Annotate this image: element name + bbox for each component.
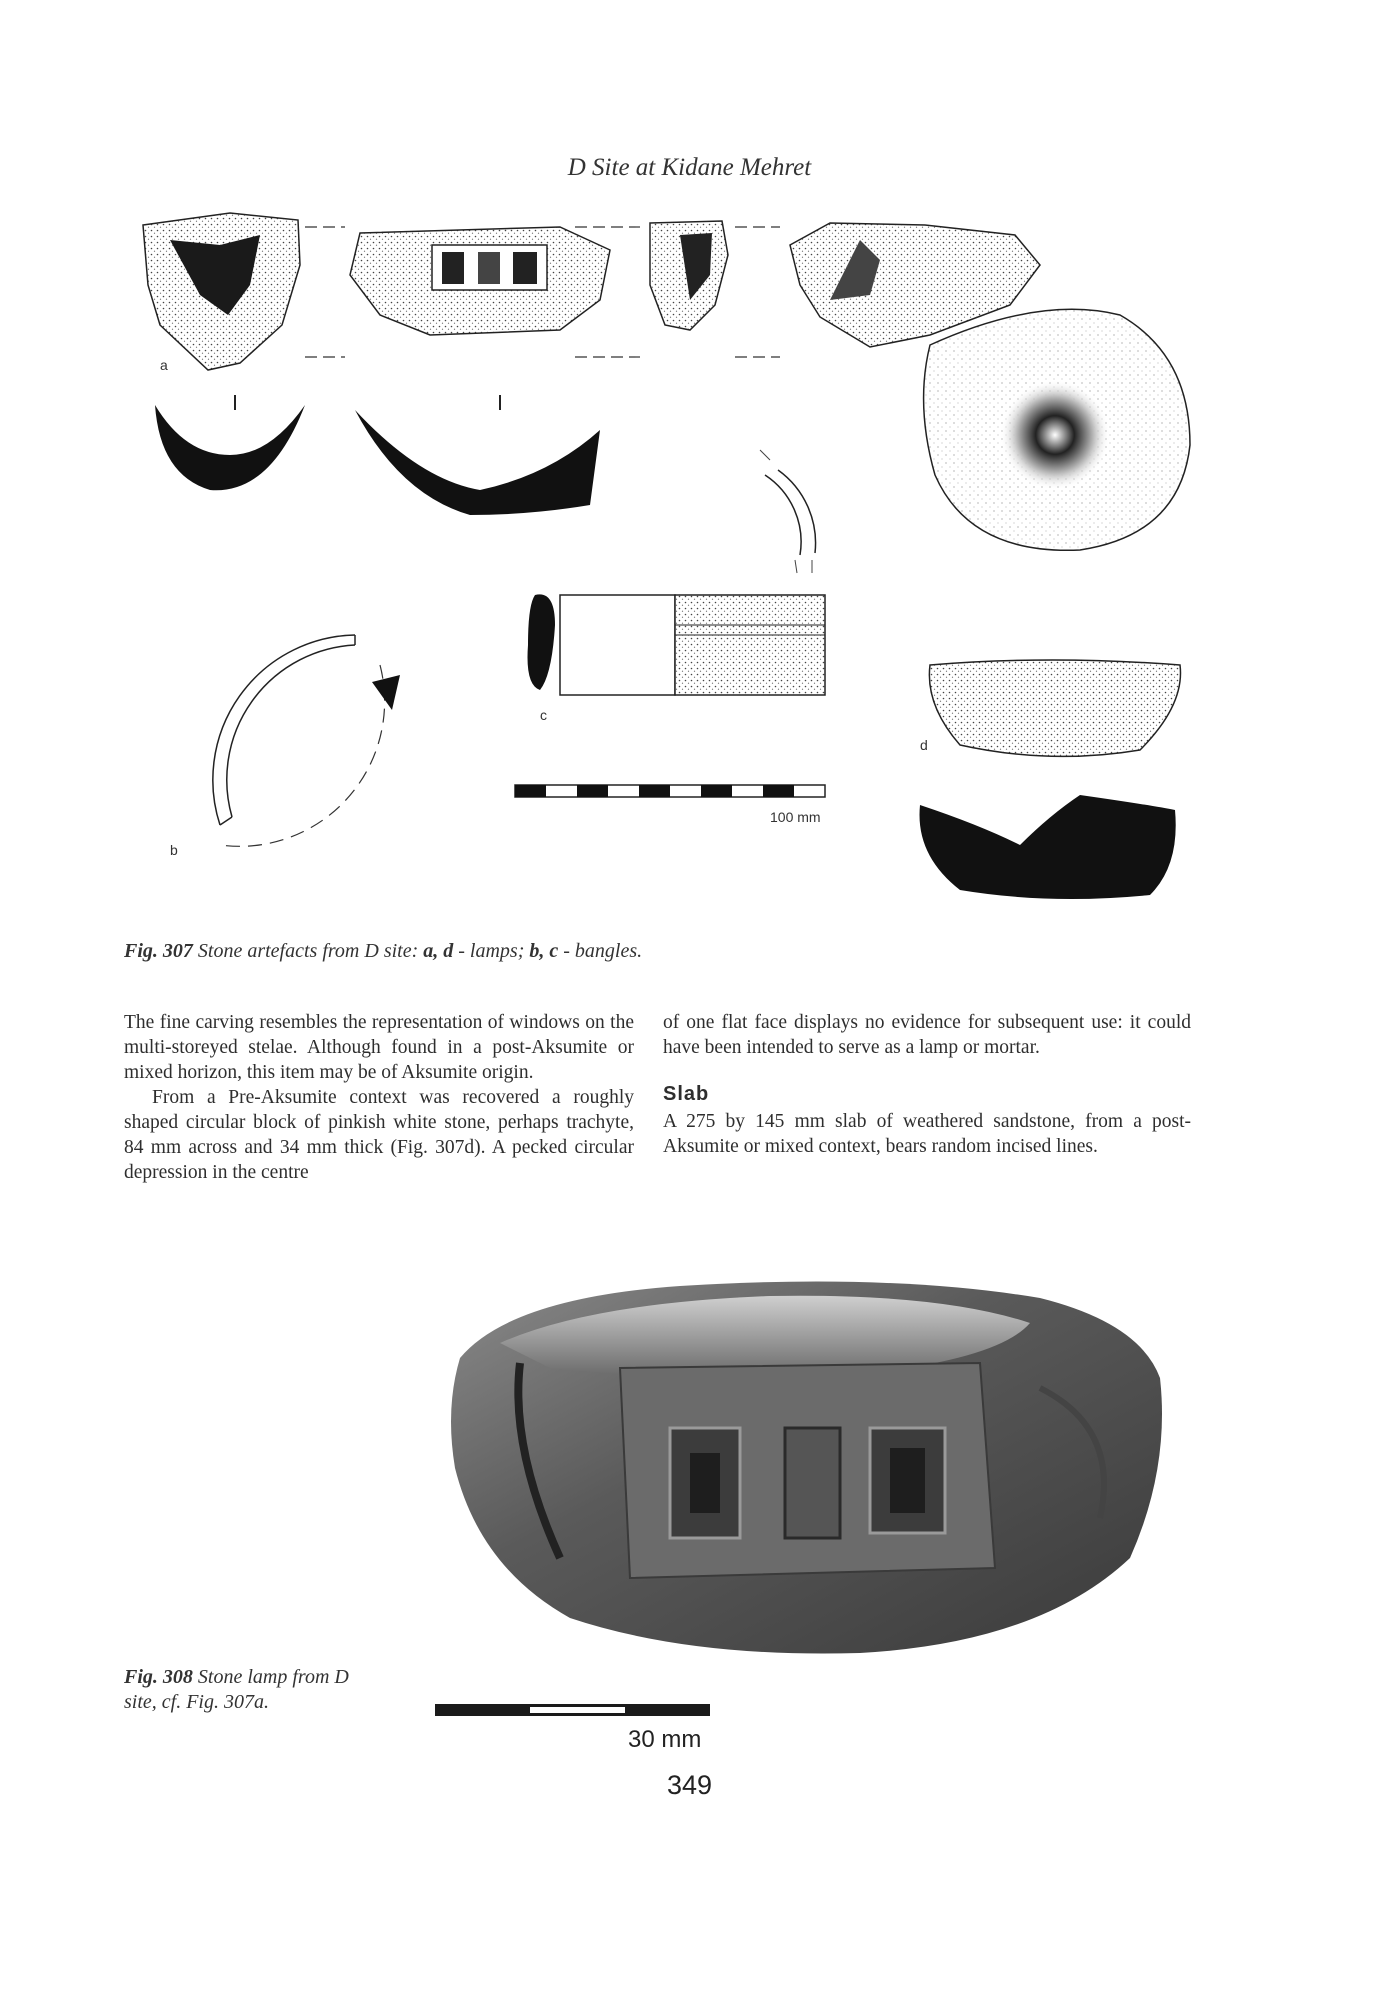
label-a: a — [160, 357, 168, 373]
caption-fig-number: Fig. 307 — [124, 940, 193, 962]
paragraph: From a Pre-Aksumite context was recovered a roughly shaped circular block of pinkish white stone, perhaps trachyte, 84 mm across and 34 mm thick (Fig. 307d). A pecked circular depression in the centre — [124, 1087, 634, 1183]
body-column-left — [124, 1010, 634, 1185]
running-head: D Site at Kidane Mehret — [567, 154, 812, 181]
scale-bar-100mm — [515, 785, 825, 797]
lamp-d — [920, 309, 1191, 899]
caption-b-c: b, c — [529, 940, 559, 962]
scale-label-30mm: 30 mm — [628, 1726, 702, 1753]
paragraph: A 275 by 145 mm slab of weathered sandstone, from a post-Aksumite or mixed context, bears random incised lines. — [663, 1111, 1191, 1157]
body-column-right — [663, 1010, 1191, 1159]
scale-bar-30mm — [435, 1702, 710, 1718]
page-number: 349 — [666, 1770, 713, 1800]
caption-bangles: - bangles. — [563, 940, 643, 962]
caption-fig-number: Fig. 308 — [124, 1666, 193, 1688]
caption-a-d: a, d — [423, 940, 454, 962]
caption-lamps: - lamps; — [458, 940, 525, 962]
paragraph: of one flat face displays no evidence for subsequent use: it could have been intended to serve as a lamp or mortar. — [663, 1012, 1191, 1058]
lamp-a-views — [143, 213, 1040, 515]
section-heading-slab: Slab — [663, 1083, 710, 1105]
caption-text: Stone lamp from D site, cf. Fig. 307a. — [124, 1666, 349, 1713]
bangle-b — [213, 635, 400, 846]
scale-label-100mm: 100 mm — [770, 809, 821, 825]
figure-307-drawing — [0, 205, 1379, 925]
figure-307-caption — [124, 940, 642, 963]
label-d: d — [920, 737, 928, 753]
label-c: c — [540, 707, 547, 723]
figure-308-caption — [124, 1665, 364, 1715]
label-b: b — [170, 842, 178, 858]
paragraph: The fine carving resembles the representation of windows on the multi-storeyed stelae. Although found in a post-Aksumite or mixed horizon, this item may be of Aksumite origin. — [124, 1012, 634, 1083]
figure-308-photo — [440, 1268, 1180, 1668]
caption-text: Stone artefacts from D site: — [197, 940, 419, 962]
